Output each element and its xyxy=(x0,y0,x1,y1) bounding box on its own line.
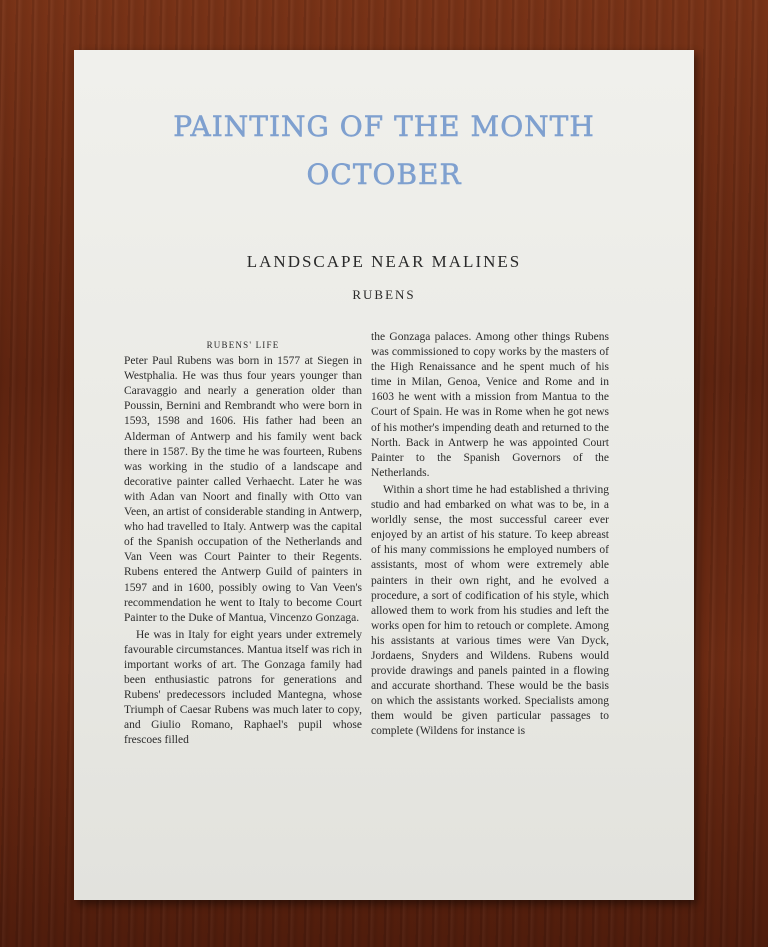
paragraph: He was in Italy for eight years under extremely favourable circumstances. Mantua itself was rich in important works of art. The Gonzaga family had been enthusiastic patrons for generations and Rubens' predecessors included Mantegna, whose Triumph of Caesar Rubens was much later to copy, and Giulio Romano, Raphael's pupil whose frescoes filled xyxy=(124,628,362,747)
paper-sheet xyxy=(74,50,694,900)
page-title: PAINTING OF THE MONTH xyxy=(173,110,595,143)
section-heading: RUBENS' LIFE xyxy=(206,340,280,350)
right-column xyxy=(371,330,609,740)
paragraph: the Gonzaga palaces. Among other things Rubens was commissioned to copy works by the masters of the High Renaissance and he spent much of his time in Milan, Genoa, Venice and Rome and in 1603 he went with a mission from Mantua to the Court of Spain. He was in Rome when he got news of his mother's impending death and returned to the North. Back in Antwerp he was appointed Court Painter to the Spanish Governors of the Netherlands. xyxy=(371,331,609,479)
left-column xyxy=(124,328,362,749)
paragraph: Peter Paul Rubens was born in 1577 at Siegen in Westphalia. He was thus four years younger than Caravaggio and nearly a generation older than Poussin, Bernini and Rembrandt who were born in 1593, 1598 and 1606. His father had been an Alderman of Antwerp and his family went back there in 1587. By the time he was fourteen, Rubens was working in the studio of a landscape and decorative painter called Verhaecht. Later he was with Adan van Noort and finally with Otto van Veen, an artist of considerable standing in Antwerp, who had travelled to Italy. Antwerp was the capital of the Spanish occupation of the Netherlands and Van Veen was Court Painter to their Regents. Rubens entered the Antwerp Guild of painters in 1597 and in 1600, possibly owing to Van Veen's recommendation he went to Italy to become Court Painter to the Duke of Mantua, Vincenzo Gonzaga. xyxy=(124,355,362,624)
painting-title: LANDSCAPE NEAR MALINES xyxy=(246,252,522,271)
paragraph: Within a short time he had established a thriving studio and had embarked on what was to be, in a worldly sense, the most successful career ever enjoyed by an artist of his stature. To keep abreast of his many commissions he employed numbers of assistants, most of whom were extremely able painters in their own right, and he evolved a procedure, a sort of codification of his style, which allowed them to work from his studies and left the works open for him to retouch or complete. Among his assistants at various times were Van Dyck, Jordaens, Snyders and Wildens. Rubens would provide drawings and panels painted in a flowing and accurate shorthand. These would be the basis on which the assistants worked. Specialists among them would be given particular passages to complete (Wildens for instance is xyxy=(371,483,609,738)
artist-name: RUBENS xyxy=(352,287,416,302)
month-title: OCTOBER xyxy=(306,158,462,191)
